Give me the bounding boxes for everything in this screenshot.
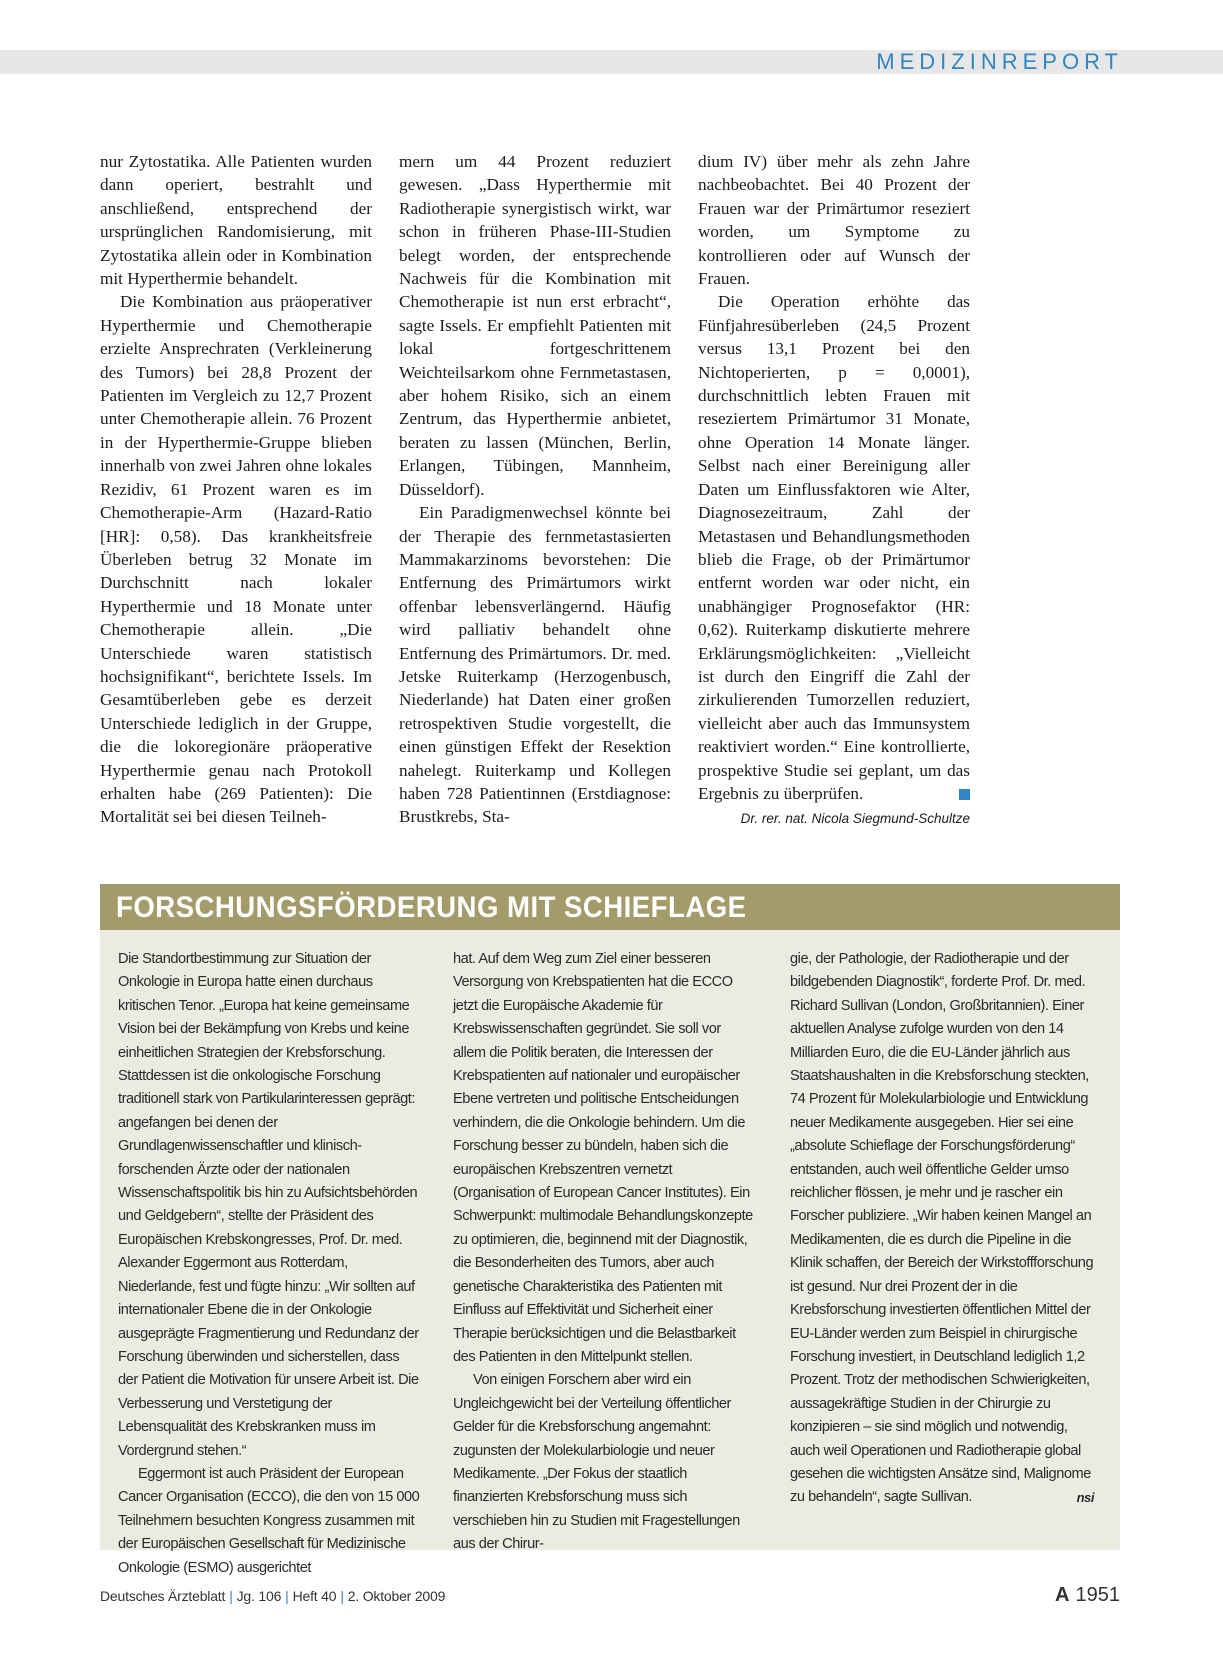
page-number: [1055, 1584, 1120, 1607]
article-column-1: [100, 150, 372, 829]
infobox-column-2: [453, 948, 757, 1557]
page-number-value: 1951: [1075, 1584, 1120, 1606]
footer-citation: [100, 1588, 445, 1604]
infobox-column-1: [118, 948, 422, 1580]
article-column-2: [399, 150, 671, 829]
paragraph: hat. Auf dem Weg zum Ziel einer besseren Versorgung von Krebspatienten hat die ECCO jetzt die Europäische Akademie für Krebswissenschaften gegründet. Sie soll vor allem die Politik beraten, die Interessen der Krebspatienten auf nationaler und europäischer Ebene vertreten und politische Entscheidungen verhindern, die die Onkologie behindern. Um die Forschung besser zu bündeln, haben sich die europäischen Krebszentren vernetzt (Organisation of European Cancer Institutes). Ein Schwerpunkt: multimodale Behandlungskonzepte zu optimieren, die, beginnend mit der Diagnostik, die Besonderheiten des Tumors, aber auch genetische Charakteristika des Patienten mit Einfluss auf Effektivität und Sicherheit einer Therapie berücksichtigen und die Belastbarkeit des Patienten in den Mittelpunkt stellen.: [453, 951, 753, 1365]
separator: |: [340, 1588, 344, 1604]
paragraph: Ein Paradigmenwechsel könnte bei der Therapie des fernmetastasierten Mammakarzinoms bevorstehen: Die Entfernung des Primärtumors wirkt offenbar lebensverlängernd. Häufig wird palliativ behandelt ohne Entfernung des Primärtumors. Dr. med. Jetske Ruiterkamp (Herzogenbusch, Niederlande) hat Daten einer großen retrospektiven Studie vorgestellt, die einen günstigen Effekt der Resektion nahelegt. Ruiterkamp und Kollegen haben 728 Patientinnen (Erstdiagnose: Brustkrebs, Sta-: [399, 503, 671, 827]
paragraph: [790, 948, 1094, 1510]
article-column-3: [698, 150, 970, 829]
paragraph-text: Die Operation erhöhte das Fünfjahresüberleben (24,5 Prozent versus 13,1 Prozent bei den Nichtoperierten, p = 0,0001), durchschnittlich lebten Frauen mit reseziertem Primärtumor 31 Monate, ohne Operation 14 Monate länger. Selbst nach einer Bereinigung aller Daten um Einflussfaktoren wie Alter, Diagnosezeitraum, Zahl der Metastasen und Behandlungsmethoden blieb die Frage, ob der Primärtumor entfernt worden war oder nicht, ein unabhängiger Prognosefaktor (HR: 0,62). Ruiterkamp diskutierte mehrere Erklärungsmöglichkeiten: „Vielleicht ist durch den Eingriff die Zahl der zirkulierenden Tumorzellen reduziert, vielleicht aber auch das Immunsystem reaktiviert worden.“ Eine kontrollierte, prospektive Studie sei geplant, um das Ergebnis zu überprüfen.: [698, 292, 970, 803]
end-of-article-icon: [959, 789, 970, 800]
issue-date: 2. Oktober 2009: [347, 1588, 446, 1604]
paragraph: mern um 44 Prozent reduziert gewesen. „Dass Hyperthermie mit Radiotherapie synergistisch wirkt, war schon in früheren Phase-III-Studien belegt worden, der entsprechende Nachweis für die Kombination mit Chemotherapie ist nun erst erbracht“, sagte Issels. Er empfiehlt Patienten mit lokal fortgeschrittenem Weichteilsarkom ohne Fernmetastasen, aber hohem Risiko, sich an einem Zentrum, das Hyperthermie anbietet, beraten zu lassen (München, Berlin, Erlangen, Tübingen, Mannheim, Düsseldorf).: [399, 152, 671, 499]
paragraph: Die Kombination aus präoperativer Hyperthermie und Chemotherapie erzielte Ansprechraten (Verkleinerung des Tumors) bei 28,8 Prozent der Patienten im Vergleich zu 12,7 Prozent unter Chemotherapie allein. 76 Prozent in der Hyperthermie-Gruppe blieben innerhalb von zwei Jahren ohne lokales Rezidiv, 61 Prozent waren es im Chemotherapie-Arm (Hazard-Ratio [HR]: 0,58). Das krankheitsfreie Überleben betrug 32 Monate im Durchschnitt nach lokaler Hyperthermie und 18 Monate unter Chemotherapie allein. „Die Unterschiede waren statistisch hochsignifikant“, berichtete Issels. Im Gesamtüberleben gebe es derzeit Unterschiede lediglich in der Gruppe, die die lokoregionäre präoperative Hyperthermie genau nach Protokoll erhalten habe (269 Patienten): Die Mortalität sei bei diesen Teilneh-: [100, 292, 372, 827]
paragraph: nur Zytostatika. Alle Patienten wurden dann operiert, bestrahlt und anschließend, entsprechend der ursprünglichen Randomisierung, mit Zytostatika allein oder in Kombination mit Hyperthermie behandelt.: [100, 152, 372, 289]
paragraph: Von einigen Forschern aber wird ein Ungleichgewicht bei der Verteilung öffentlicher Gelder für die Krebsforschung angemahnt: zugunsten der Molekularbiologie und neuer Medikamente. „Der Fokus der staatlich finanzierten Krebsforschung muss sich verschieben hin zu Studien mit Fragestellungen aus der Chirur-: [453, 1372, 740, 1553]
infobox-signature: nsi: [1076, 1490, 1094, 1506]
journal-issue: Heft 40: [292, 1588, 337, 1604]
journal-name: Deutsches Ärzteblatt: [100, 1588, 226, 1604]
page-footer: [100, 1584, 1120, 1614]
article-author: Dr. rer. nat. Nicola Siegmund-Schultze: [740, 811, 970, 827]
paragraph: [698, 290, 970, 805]
infobox-title-bar: [100, 884, 1120, 930]
paragraph: Eggermont ist auch Präsident der European Cancer Organisation (ECCO), die den von 15 000 Teilnehmern besuchten Kongress zusammen mit der Europäischen Gesellschaft für Medizinische Onkologie (ESMO) ausgerichtet: [118, 1465, 420, 1576]
separator: |: [229, 1588, 233, 1604]
page-prefix: A: [1055, 1584, 1070, 1606]
journal-volume: Jg. 106: [236, 1588, 282, 1604]
paragraph: dium IV) über mehr als zehn Jahre nachbeobachtet. Bei 40 Prozent der Frauen war der Primärtumor reseziert worden, um Symptome zu kontrollieren oder auf Wunsch der Frauen.: [698, 152, 970, 289]
paragraph-text: gie, der Pathologie, der Radiotherapie und der bildgebenden Diagnostik“, forderte Prof. Dr. med. Richard Sullivan (London, Großbritannien). Einer aktuellen Analyse zufolge wurden von den 14 Milliarden Euro, die die EU-Länder jährlich aus Staatshaushalten in die Krebsforschung steckten, 74 Prozent für Molekularbiologie und Entwicklung neuer Medikamente ausgegeben. Hier sei eine „absolute Schieflage der Forschungsförderung“ entstanden, auch weil öffentliche Gelder umso reichlicher flössen, je mehr und je rascher ein Forscher publiziere. „Wir haben keinen Mangel an Medikamenten, die es durch die Pipeline in die Klinik schaffen, der Bereich der Wirkstoffforschung ist gesund. Nur drei Prozent der in die Krebsforschung investierten öffentlichen Mittel der EU-Länder werden zum Beispiel in chirurgische Forschung investiert, in Deutschland lediglich 1,2 Prozent. Trotz der methodischen Schwierigkeiten, aussagekräftige Studien in der Chirurgie zu konzipieren – sie sind möglich und notwendig, auch weil Operationen und Radiotherapie global gesehen die wichtigsten Ansätze sind, Malignome zu behandeln“, sagte Sullivan.: [790, 951, 1094, 1506]
infobox-title: FORSCHUNGSFÖRDERUNG MIT SCHIEFLAGE: [116, 891, 747, 924]
infobox: [100, 884, 1120, 1576]
section-label: MEDIZINREPORT: [876, 49, 1123, 74]
paragraph: Die Standortbestimmung zur Situation der Onkologie in Europa hatte einen durchaus kritischen Tenor. „Europa hat keine gemeinsame Vision bei der Bekämpfung von Krebs und keine einheitlichen Strategien der Krebsforschung. Stattdessen ist die onkologische Forschung traditionell stark von Partikularinteressen geprägt: angefangen bei denen der Grundlagenwissenschaftler und klinisch-forschenden Ärzte oder der nationalen Wissenschaftspolitik bis hin zu Aufsichtsbehörden und Geldgebern“, stellte der Präsident des Europäischen Krebskongresses, Prof. Dr. med. Alexander Eggermont aus Rotterdam, Niederlande, fest und fügte hinzu: „Wir sollten auf internationaler Ebene die in der Onkologie ausgeprägte Fragmentierung und Redundanz der Forschung überwinden und sicherstellen, dass der Patient die Motivation für unsere Arbeit ist. Die Verbesserung und Verstetigung der Lebensqualität des Krebskranken muss im Vordergrund stehen.“: [118, 951, 419, 1459]
infobox-column-3: [790, 948, 1094, 1510]
separator: |: [285, 1588, 289, 1604]
